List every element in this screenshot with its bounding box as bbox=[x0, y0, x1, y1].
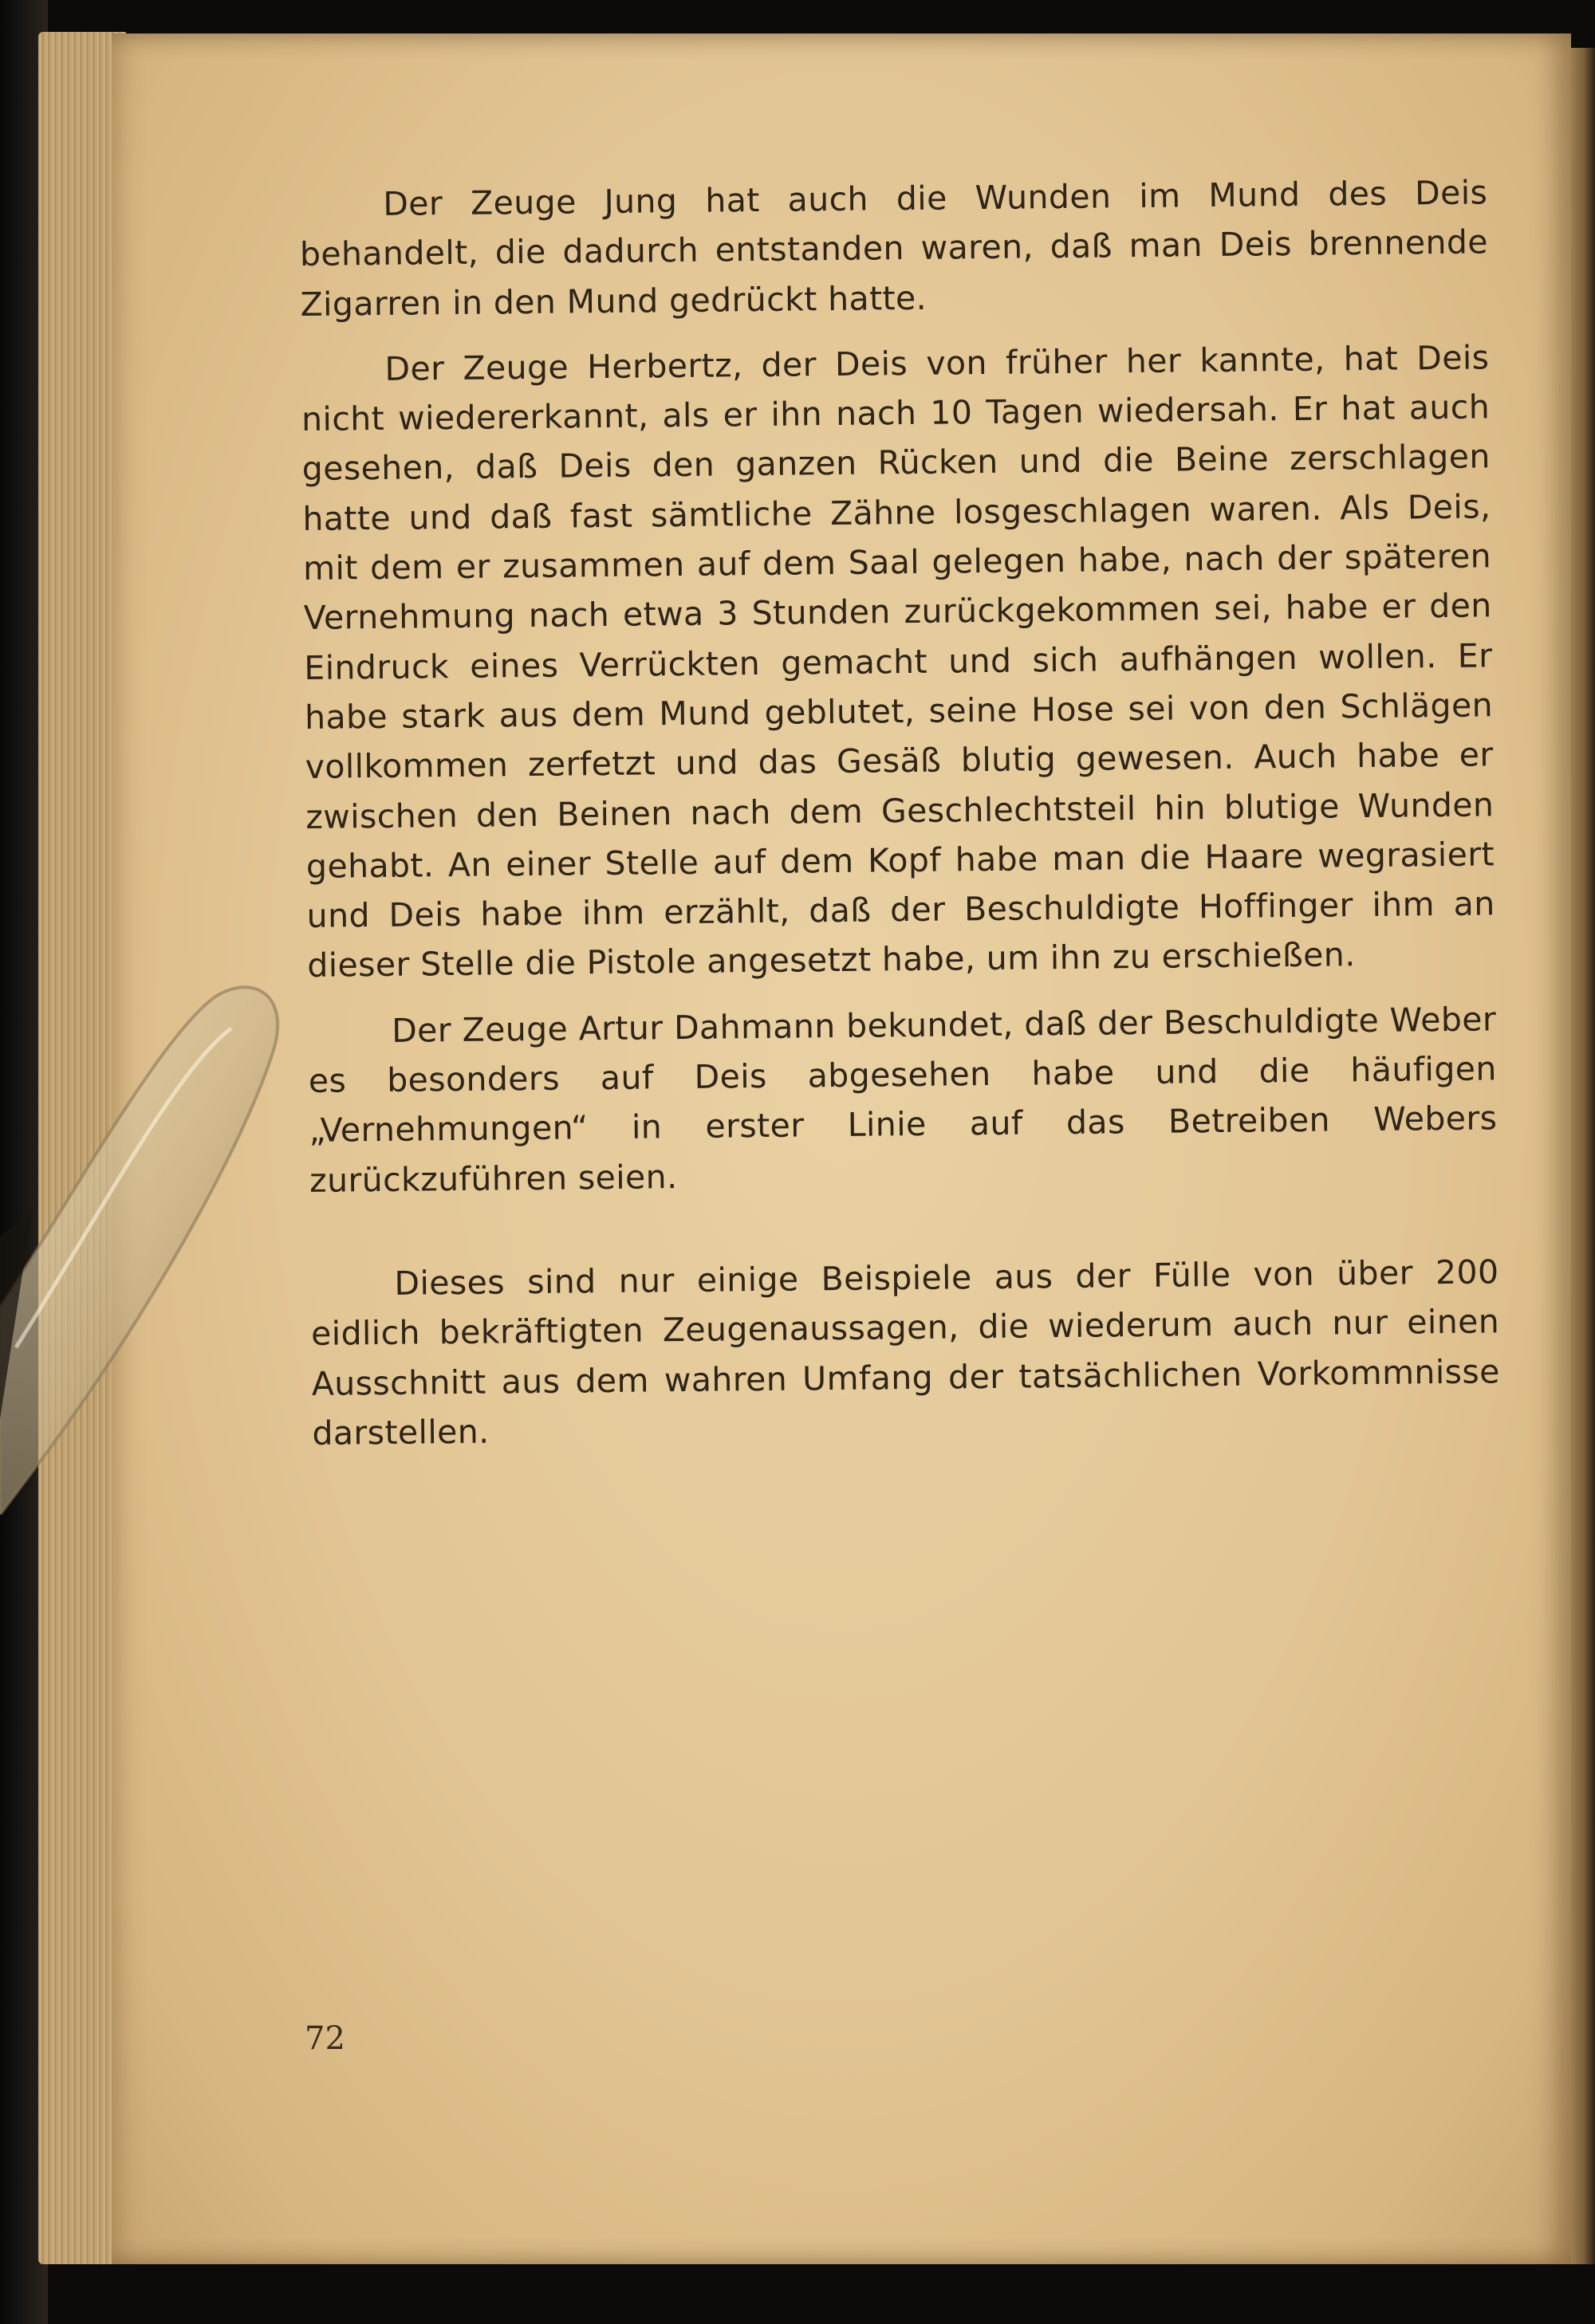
paragraph-summary: Dieses sind nur einige Beispiele aus der Fülle von über 200 eidlich bekräftigten Zeugenaussagen, die wiederum auch nur einen Ausschnitt aus dem wahren Umfang der tatsächlichen Vorkommnisse darstellen. bbox=[310, 1252, 1500, 1453]
body-text bbox=[299, 167, 1501, 1474]
right-page-edge bbox=[1567, 48, 1595, 2264]
paragraph-herbertz: Der Zeuge Herbertz, der Deis von früher her kannte, hat Deis nicht wiedererkannt, als er ihn nach 10 Tagen wiedersah. Er hat auch gesehen, daß Deis den ganzen Rücken und die Beine zerschlagen hatte und daß fast sämtliche Zähne losgeschlagen waren. Als Deis, mit dem er zusammen auf dem Saal gelegen habe, nach der späteren Vernehmung nach etwa 3 Stunden zurückgekommen sei, habe er den Eindruck eines Verrückten gemacht und sich aufhängen wollen. Er habe stark aus dem Mund geblutet, seine Hose sei von den Schlägen vollkommen zerfetzt und das Gesäß blutig gewesen. Auch habe er zwischen den Beinen nach dem Geschlechtsteil hin blutige Wunden gehabt. An einer Stelle auf dem Kopf habe man die Haare wegrasiert und Deis habe ihm erzählt, daß der Beschuldigte Hoffinger ihm an dieser Stelle die Pistole angesetzt habe, um ihn zu erschießen. bbox=[301, 338, 1495, 985]
paragraph-jung: Der Zeuge Jung hat auch die Wunden im Mund des Deis behandelt, die dadurch entstanden waren, daß man Deis brennende Zigarren in den Mund gedrückt hatte. bbox=[299, 173, 1489, 324]
paragraph-dahmann: Der Zeuge Artur Dahmann bekundet, daß der Beschuldigte Weber es besonders auf Deis abgesehen habe und die häufigen „Vernehmungen“ in erster Linie auf das Betreiben Webers zurückzuführen seien. bbox=[308, 1000, 1498, 1200]
page-marker-clip bbox=[0, 973, 335, 1515]
page-number: 72 bbox=[305, 2020, 345, 2057]
